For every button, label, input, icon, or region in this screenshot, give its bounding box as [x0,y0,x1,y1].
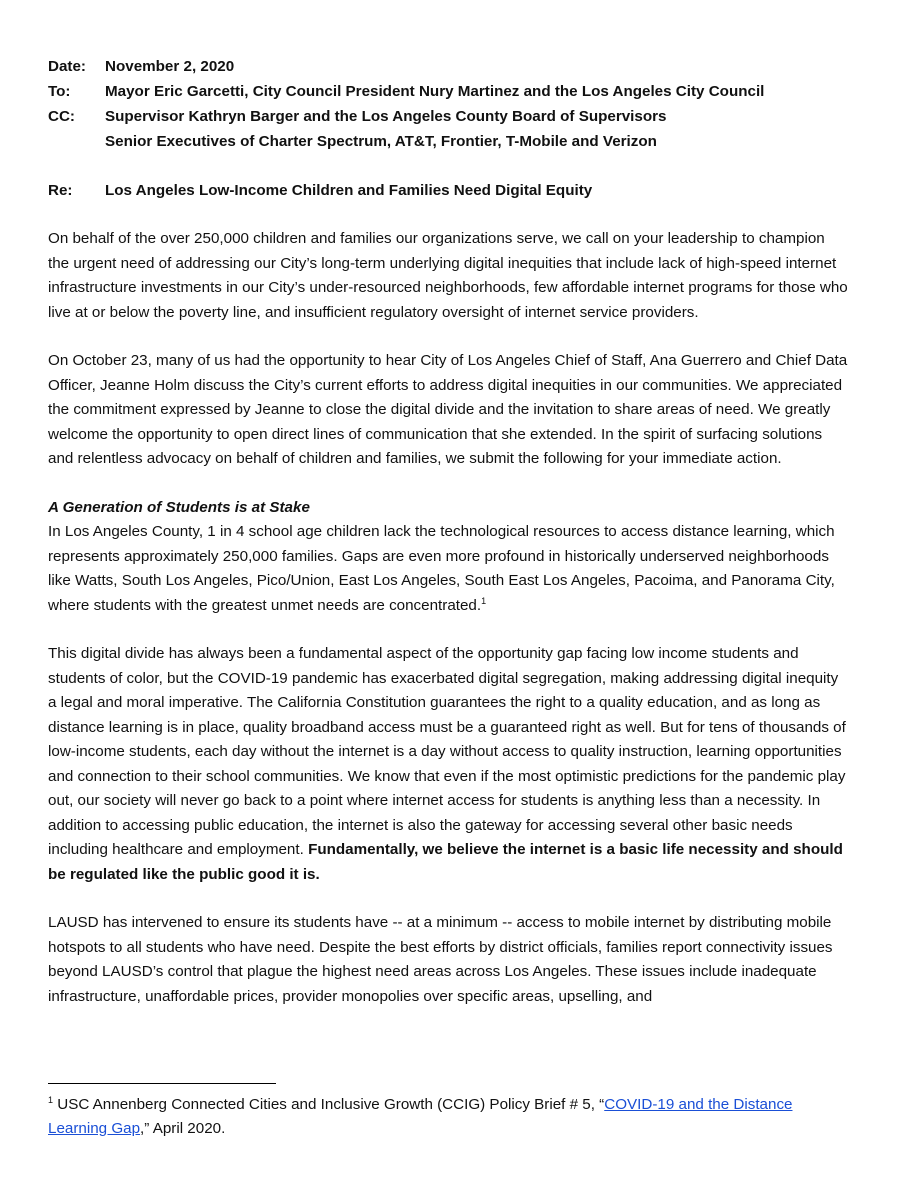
paragraph-3-text: In Los Angeles County, 1 in 4 school age children lack the technological resources to access distance learning, which represents approximately 250,000 families. Gaps are even more profound in historically underserved neighborhoods like Watts, South Los Angeles, Pico/Union, East Los Angeles, South East Los Angeles, Pacoima, and Panorama City, where students with the greatest unmet needs are concentrated. [48,523,835,614]
to-value: Mayor Eric Garcetti, City Council President Nury Martinez and the Los Angeles City Council [105,83,765,100]
to-label: To: [48,83,71,100]
footnote-link[interactable]: COVID-19 and the Distance Learning Gap [48,1096,793,1137]
footnote-number: 1 [48,1094,54,1105]
footnote-text-after: ,” April 2020. [140,1120,226,1137]
paragraph-5: LAUSD has intervened to ensure its students have -- at a minimum -- access to mobile internet by distributing mobile hotspots to all students who have need. Despite the best efforts by district officials, families report connectivity issues beyond LAUSD’s control that plague the highest need areas across Los Angeles. These issues include inadequate infrastructure, unaffordable prices, provider monopolies over specific areas, upselling, and [48,914,833,1005]
intro-section [48,227,848,472]
paragraph-1: On behalf of the over 250,000 children and families our organizations serve, we call on your leadership to champion the urgent need of addressing our City’s long-term underlying digital inequities that include lack of high-speed internet infrastructure investments in our City’s under-resourced neighborhoods, few affordable internet programs for those who live at or below the poverty line, and insufficient regulatory oversight of internet service providers. [48,230,848,321]
paragraph-4-bold: Fundamentally, we believe the internet is a basic life necessity and should be regulated like the public good it is. [48,841,843,883]
cc-value: Supervisor Kathryn Barger and the Los Angeles County Board of Supervisors [105,108,667,125]
cc-label: CC: [48,108,75,125]
footnote-divider [48,1083,276,1084]
memo-to-row [48,79,848,104]
footnote-ref[interactable]: 1 [481,595,487,606]
paragraph-4-text: This digital divide has always been a fundamental aspect of the opportunity gap facing low income students and students of color, but the COVID-19 pandemic has exacerbated digital segregation, making addressing digital inequity a legal and moral imperative. The California Constitution guarantees the right to a quality education, and as long as distance learning is in place, quality broadband access must be a guaranteed right as well. But for tens of thousands of low-income students, each day without the internet is a day without access to quality instruction, learning opportunities and connection to their school communities. We know that even if the most optimistic predictions for the pandemic play out, our society will never go back to a point where internet access for students is anything less than a necessity. In addition to accessing public education, the internet is also the gateway for accessing several other basic needs including healthcare and employment. [48,645,846,858]
memo-re-row [48,178,848,203]
footnote [48,1093,848,1141]
cc-value-2: Senior Executives of Charter Spectrum, AT&T, Frontier, T-Mobile and Verizon [105,133,657,150]
footnote-text-before: USC Annenberg Connected Cities and Inclusive Growth (CCIG) Policy Brief # 5, “ [53,1096,605,1113]
date-value: November 2, 2020 [105,58,235,75]
memo-cc-row-2 [48,129,848,154]
memo-page [48,54,848,1009]
paragraph-4 [48,642,848,887]
memo-date-row [48,54,848,79]
section-title: A Generation of Students is at Stake [48,498,310,516]
memo-cc-row [48,104,848,129]
date-label: Date: [48,58,86,75]
paragraph-2: On October 23, many of us had the opportunity to hear City of Los Angeles Chief of Staff, Ana Guerrero and Chief Data Officer, Jeanne Holm discuss the City’s current efforts to address digital inequities in our communities. We appreciated the commitment expressed by Jeanne to close the digital divide and the invitation to share areas of need. We greatly welcome the opportunity to open direct lines of communication that she extended. In the spirit of surfacing solutions and relentless advocacy on behalf of children and families, we submit the following for your immediate action. [48,352,848,467]
re-value: Los Angeles Low-Income Children and Families Need Digital Equity [105,182,593,199]
re-label: Re: [48,182,73,199]
students-section [48,496,848,1010]
paragraph-3 [48,520,848,618]
